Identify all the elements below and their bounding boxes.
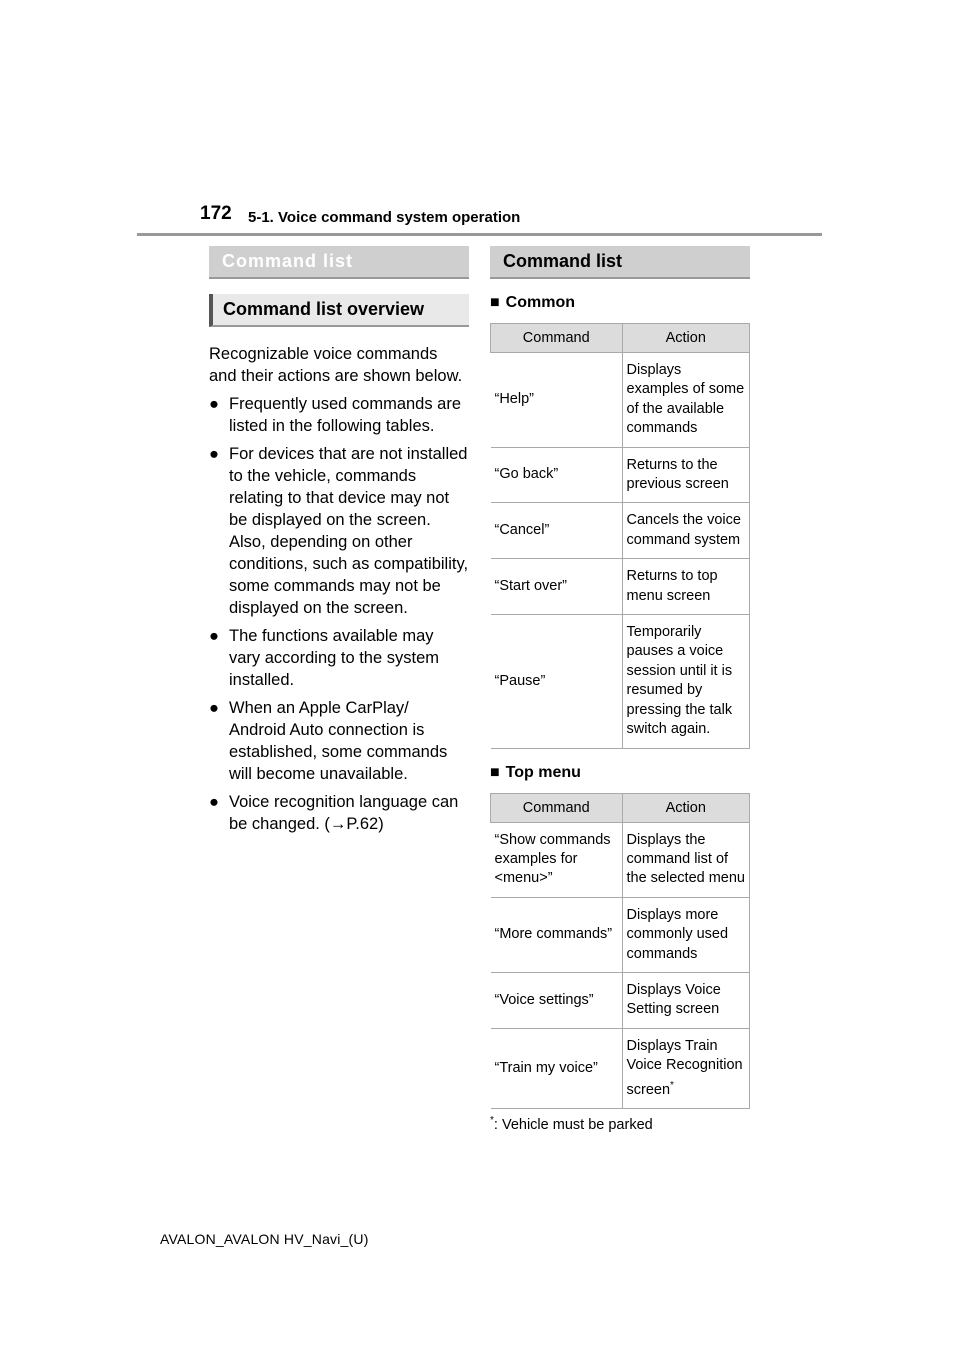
col-action: Action: [622, 793, 750, 822]
command-cell: “Show commands examples for <menu>”: [491, 822, 623, 897]
command-cell: “Start over”: [491, 559, 623, 615]
bullet-list: [209, 393, 469, 835]
action-cell: [622, 1028, 750, 1108]
action-cell: Returns to top menu screen: [622, 559, 750, 615]
table-row: [491, 559, 750, 615]
footer-doc-id: AVALON_AVALON HV_Navi_(U): [160, 1231, 369, 1247]
table-row: [491, 972, 750, 1028]
footnote-mark: *: [490, 1114, 494, 1126]
table-row: [491, 822, 750, 897]
bullet-icon: ●: [209, 699, 219, 717]
action-cell: Returns to the previous screen: [622, 447, 750, 503]
list-item: [209, 625, 469, 691]
command-cell: “More commands”: [491, 897, 623, 972]
left-column: [209, 246, 469, 841]
bullet-text: When an Apple CarPlay/ Android Auto connection is established, some commands will become unavailable.: [229, 699, 448, 783]
common-heading: [490, 294, 750, 312]
bullet-icon: ●: [209, 793, 219, 811]
action-cell: Displays the command list of the selected menu: [622, 822, 750, 897]
table-row: [491, 615, 750, 748]
command-cell: “Help”: [491, 353, 623, 448]
bullet-text: Frequently used commands are listed in the following tables.: [229, 395, 462, 435]
col-command: Command: [491, 324, 623, 353]
right-column: [490, 246, 750, 1133]
common-table: [490, 323, 750, 749]
col-action: Action: [622, 324, 750, 353]
command-cell: “Voice settings”: [491, 972, 623, 1028]
top-menu-heading-text: Top menu: [505, 763, 581, 781]
table-row: [491, 353, 750, 448]
header-rule: [137, 233, 822, 236]
action-cell: Displays more commonly used commands: [622, 897, 750, 972]
table-row: [491, 1028, 750, 1108]
command-cell: “Pause”: [491, 615, 623, 748]
table-row: [491, 897, 750, 972]
list-item: [209, 697, 469, 785]
table-row: [491, 447, 750, 503]
bullet-icon: ●: [209, 395, 219, 413]
square-bullet-icon: ■: [490, 294, 500, 311]
top-menu-heading: [490, 764, 750, 782]
list-item: [209, 791, 469, 835]
list-item: [209, 393, 469, 437]
footnote: [490, 1115, 750, 1133]
command-cell: “Cancel”: [491, 503, 623, 559]
section-title: 5-1. Voice command system operation: [248, 209, 521, 226]
command-cell: “Go back”: [491, 447, 623, 503]
asterisk-mark: *: [670, 1079, 674, 1091]
action-text: Displays Train Voice Recognition screen: [626, 1037, 743, 1098]
bullet-text: For devices that are not installed to the vehicle, commands relating to that device may not be displayed on the screen. Also, depending on other conditions, such as compatibility, some commands may not be displayed on the screen.: [229, 445, 469, 617]
bullet-icon: ●: [209, 627, 219, 645]
bullet-icon: ●: [209, 445, 219, 463]
square-bullet-icon: ■: [490, 763, 500, 781]
intro-paragraph: Recognizable voice commands and their actions are shown below.: [209, 345, 463, 385]
common-heading-text: Common: [505, 294, 575, 311]
footnote-text: : Vehicle must be parked: [493, 1116, 653, 1133]
action-cell: Displays Voice Setting screen: [622, 972, 750, 1028]
action-cell: Temporarily pauses a voice session until it is resumed by pressing the talk switch again.: [622, 615, 750, 748]
list-item: [209, 443, 469, 619]
table-row: [491, 503, 750, 559]
col-command: Command: [491, 793, 623, 822]
command-list-overview-heading: Command list overview: [209, 294, 469, 327]
page-number: 172: [200, 203, 232, 224]
bullet-text: Voice recognition language can be changed. (→P.62): [229, 793, 459, 833]
action-cell: Displays examples of some of the available commands: [622, 353, 750, 448]
command-cell: “Train my voice”: [491, 1028, 623, 1108]
command-list-heading-right: Command list: [490, 246, 750, 279]
command-list-heading: Command list: [209, 246, 469, 279]
action-cell: Cancels the voice command system: [622, 503, 750, 559]
top-menu-table: [490, 793, 750, 1109]
bullet-text: The functions available may vary according to the system installed.: [229, 627, 440, 689]
